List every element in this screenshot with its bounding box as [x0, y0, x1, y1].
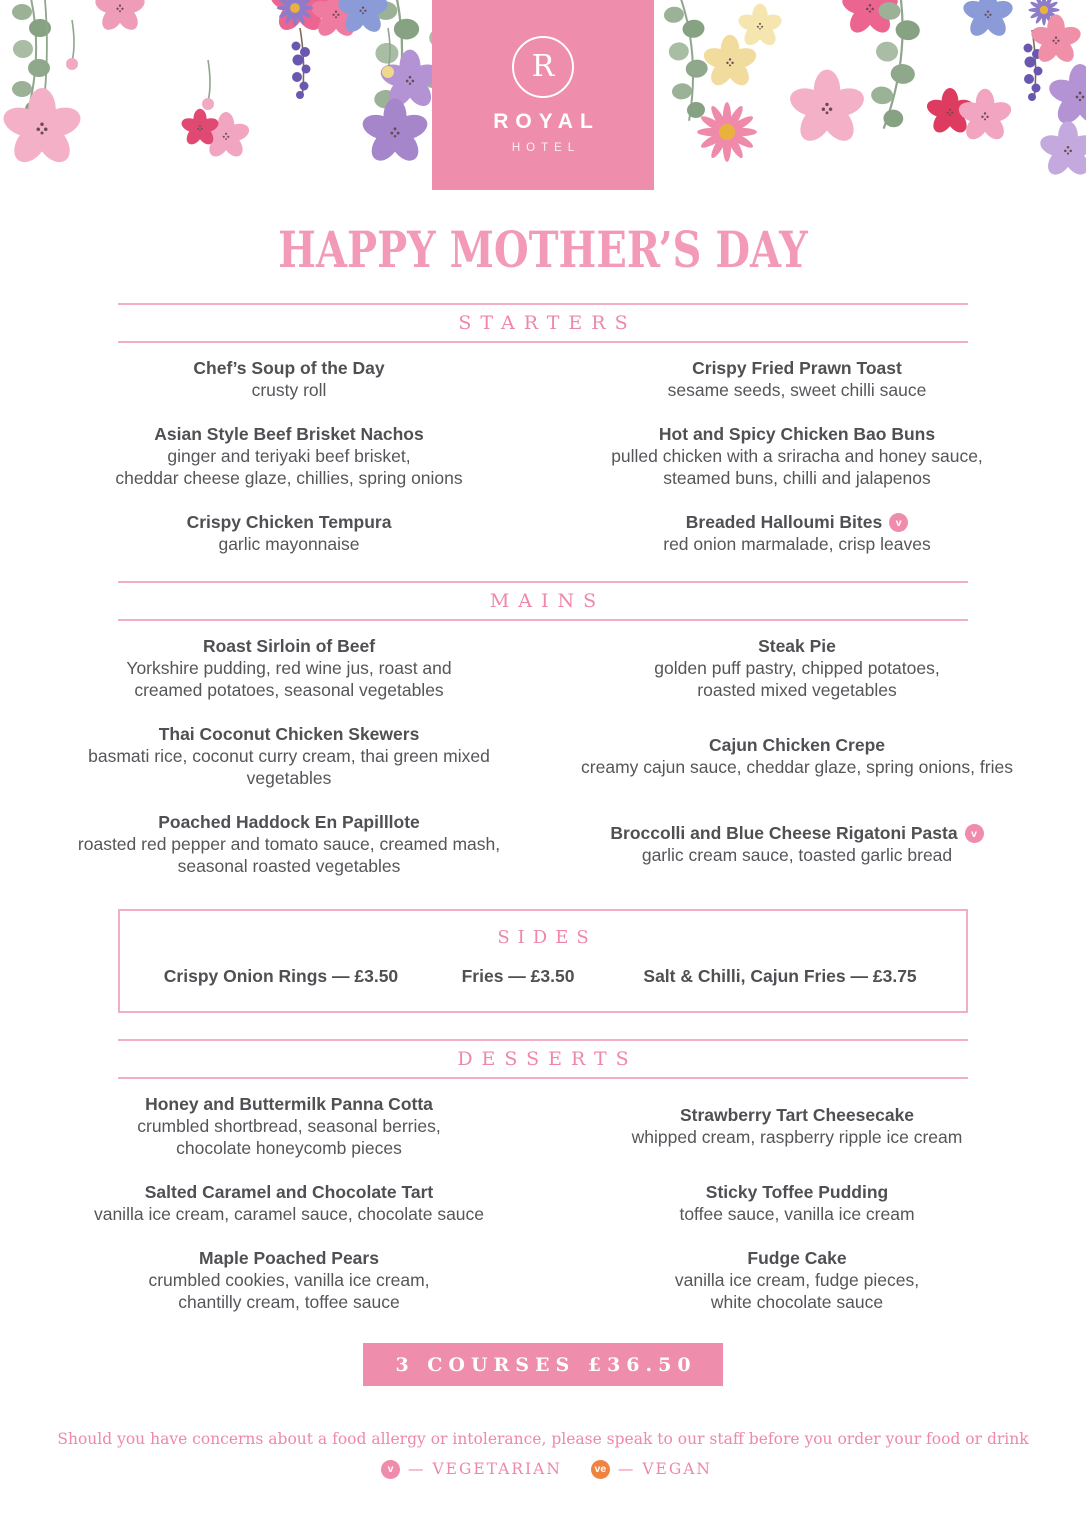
item-name: Chef’s Soup of the Day	[193, 357, 385, 378]
page-title: HAPPY MOTHER’S DAY	[278, 220, 808, 279]
item-description: toffee sauce, vanilla ice cream	[679, 1203, 915, 1224]
item-name: Breaded Halloumi Bites v	[561, 511, 1033, 533]
item-name: Broccolli and Blue Cheese Rigatoni Pasta v	[561, 822, 1033, 844]
section-items-mains	[53, 635, 1033, 877]
item-description: creamed potatoes, seasonal vegetables	[134, 679, 444, 700]
item-description: basmati rice, coconut curry cream, thai green mixed vegetables	[88, 745, 490, 788]
sides-box	[118, 909, 968, 1013]
item-description: Yorkshire pudding, red wine jus, roast and	[126, 657, 452, 678]
menu-row	[53, 1181, 1033, 1225]
item-description: seasonal roasted vegetables	[177, 855, 401, 876]
section-items-desserts	[53, 1093, 1033, 1313]
item-description: creamy cajun sauce, cheddar glaze, spring onions, fries	[581, 756, 1013, 777]
menu-item	[561, 511, 1033, 555]
legend-label: — VEGAN	[617, 1460, 712, 1478]
item-description: pulled chicken with a sriracha and honey sauce,	[611, 445, 983, 466]
item-name: Steak Pie	[758, 635, 836, 656]
item-name: Roast Sirloin of Beef	[202, 635, 376, 656]
item-description: sesame seeds, sweet chilli sauce	[667, 379, 927, 400]
side-item: Fries — £3.50	[461, 965, 575, 986]
page-header	[0, 0, 1086, 190]
hotel-subtitle: HOTEL	[511, 142, 581, 154]
item-description: crumbled shortbread, seasonal berries,	[137, 1115, 441, 1136]
item-name: Maple Poached Pears	[199, 1247, 379, 1268]
item-name: Cajun Chicken Crepe	[708, 734, 886, 755]
item-name: Crispy Chicken Tempura	[186, 511, 392, 532]
menu-item	[561, 1104, 1033, 1148]
item-name: Fudge Cake	[747, 1247, 847, 1268]
section-header-starters	[118, 303, 968, 343]
item-description: ginger and teriyaki beef brisket,	[167, 445, 411, 466]
menu-item	[53, 1181, 525, 1225]
item-name: Thai Coconut Chicken Skewers	[158, 723, 420, 744]
item-description: steamed buns, chilli and jalapenos	[663, 467, 931, 488]
dietary-legend	[0, 1460, 1086, 1479]
vegetarian-badge-icon: v	[381, 1460, 400, 1479]
menu-item	[561, 734, 1033, 778]
section-title: STARTERS	[458, 311, 637, 334]
section-items-starters	[53, 357, 1033, 555]
menu-row	[53, 723, 1033, 789]
section-title: SIDES	[497, 926, 597, 948]
menu-item	[53, 811, 525, 877]
menu-item	[53, 357, 525, 401]
menu-sections	[77, 303, 1013, 1313]
item-description: roasted red pepper and tomato sauce, creamed mash,	[77, 833, 501, 854]
legend-label: — VEGETARIAN	[408, 1460, 562, 1478]
item-description: golden puff pastry, chipped potatoes,	[654, 657, 940, 678]
item-description: vanilla ice cream, fudge pieces,	[674, 1269, 920, 1290]
menu-row	[53, 511, 1033, 555]
side-item: Salt & Chilli, Cajun Fries — £3.75	[643, 965, 917, 986]
item-name: Asian Style Beef Brisket Nachos	[154, 423, 424, 444]
menu-item	[53, 723, 525, 789]
item-name: Sticky Toffee Pudding	[705, 1181, 889, 1202]
section-title: DESSERTS	[457, 1047, 638, 1070]
menu-item	[53, 635, 525, 701]
item-description: crusty roll	[251, 379, 327, 400]
item-description: crumbled cookies, vanilla ice cream,	[148, 1269, 430, 1290]
menu-row	[53, 635, 1033, 701]
item-name: Honey and Buttermilk Panna Cotta	[145, 1093, 433, 1114]
side-item: Crispy Onion Rings — £3.50	[163, 965, 399, 986]
menu-row	[53, 811, 1033, 877]
legend-entry-vegetarian	[374, 1460, 562, 1479]
item-description: white chocolate sauce	[710, 1291, 884, 1312]
menu-item	[53, 511, 525, 555]
menu-item	[561, 1181, 1033, 1225]
vegetarian-badge-icon: v	[965, 824, 984, 843]
hotel-name: ROYAL	[493, 110, 600, 133]
item-description: cheddar cheese glaze, chillies, spring onions	[115, 467, 463, 488]
item-description: garlic cream sauce, toasted garlic bread	[641, 844, 953, 865]
item-name: Hot and Spicy Chicken Bao Buns	[658, 423, 936, 444]
menu-item	[561, 357, 1033, 401]
menu-row	[53, 1247, 1033, 1313]
item-description: garlic mayonnaise	[218, 533, 360, 554]
menu-item	[561, 1247, 1033, 1313]
vegan-badge-icon: ve	[591, 1460, 610, 1479]
item-name: Salted Caramel and Chocolate Tart	[144, 1181, 434, 1202]
item-description: vanilla ice cream, caramel sauce, chocolate sauce	[93, 1203, 485, 1224]
menu-item	[561, 822, 1033, 866]
item-description: roasted mixed vegetables	[697, 679, 897, 700]
item-name: Poached Haddock En Papilllote	[158, 811, 420, 832]
menu-item	[561, 635, 1033, 701]
allergy-note: Should you have concerns about a food allergy or intolerance, please speak to our staff before you order your food or drink	[57, 1429, 1029, 1448]
menu-row	[53, 1093, 1033, 1159]
menu-item	[53, 1247, 525, 1313]
hotel-logo	[432, 0, 654, 190]
item-name: Strawberry Tart Cheesecake	[679, 1104, 915, 1125]
menu-item	[561, 423, 1033, 489]
sides-items	[150, 966, 936, 987]
item-description: red onion marmalade, crisp leaves	[663, 533, 931, 554]
menu-row	[53, 357, 1033, 401]
item-description: chantilly cream, toffee sauce	[178, 1291, 400, 1312]
logo-monogram-icon: R	[512, 36, 574, 98]
legend-entry-vegan	[584, 1460, 712, 1479]
menu-item	[53, 1093, 525, 1159]
item-name: Crispy Fried Prawn Toast	[692, 357, 902, 378]
menu-row	[53, 423, 1033, 489]
section-header-desserts	[118, 1039, 968, 1079]
price-banner: 3 COURSES £36.50	[363, 1343, 722, 1386]
item-description: chocolate honeycomb pieces	[176, 1137, 402, 1158]
section-title: MAINS	[489, 589, 606, 612]
section-header-mains	[118, 581, 968, 621]
menu-item	[53, 423, 525, 489]
item-description: whipped cream, raspberry ripple ice cream	[631, 1126, 963, 1147]
vegetarian-badge-icon: v	[889, 513, 908, 532]
